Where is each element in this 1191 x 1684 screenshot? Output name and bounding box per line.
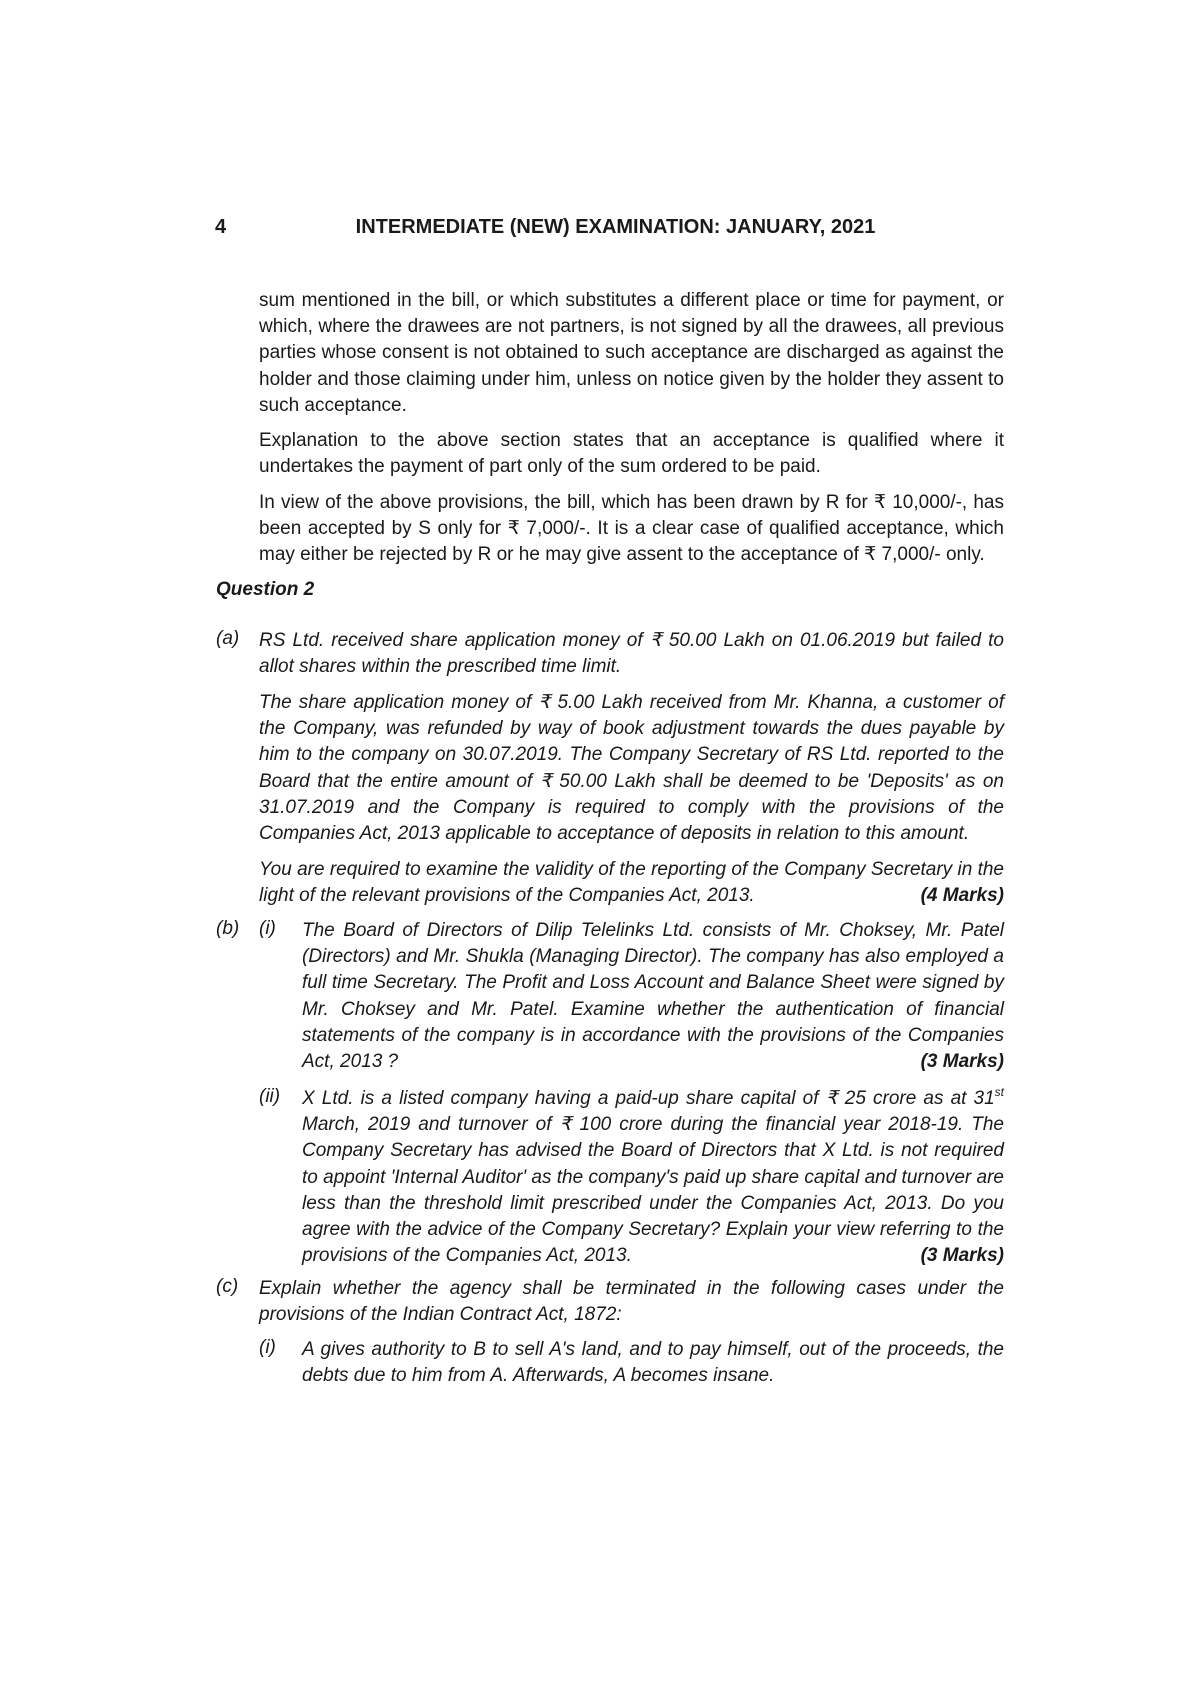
question-a-text: You are required to examine the validity of the reporting of the Company Secretary in the light of the relevant provisions of the Companies Act, 2013.: [259, 859, 1004, 907]
question-b-ii-text: [302, 1086, 1004, 1269]
question-c-i-text: A gives authority to B to sell A's land, and to pay himself, out of the proceeds, the debts due to him from A. Afterwards, A becomes insane.: [302, 1339, 1004, 1387]
question-c-i-label: (i): [259, 1337, 276, 1358]
ordinal-suffix: st: [994, 1085, 1004, 1099]
question-c-label: (c): [216, 1276, 239, 1297]
question-a-marks: (4 Marks): [920, 885, 1004, 907]
question-b-ii-body-end: March, 2019 and turnover of ₹ 100 crore during the financial year 2018-19. The Company Secretary has advised the Board of Directors that X Ltd. is not required to appoint 'Internal Auditor' as the company's paid up share capital and turnover are less than the threshold limit prescribed under the Companies Act, 2013. Do you agree with the advice of the Company Secretary? Explain your view referring to the provisions of the Companies Act, 2013.: [302, 1114, 1004, 1267]
answer-paragraph-2: Explanation to the above section states that an acceptance is qualified where it undertakes the payment of part only of the sum ordered to be paid.: [259, 430, 1004, 478]
question-b-ii-marks: (3 Marks): [920, 1245, 1004, 1267]
question-a-paragraph-1: RS Ltd. received share application money of ₹ 50.00 Lakh on 01.06.2019 but failed to allot shares within the prescribed time limit.: [259, 630, 1004, 678]
question-b-i-text: [302, 918, 1004, 1075]
answer-paragraph-3: In view of the above provisions, the bill, which has been drawn by R for ₹ 10,000/-, has been accepted by S only for ₹ 7,000/-. It is a clear case of qualified acceptance, which may either be rejected by R or he may give assent to the acceptance of ₹ 7,000/- only.: [259, 492, 1004, 566]
question-b-i-marks: (3 Marks): [920, 1051, 1004, 1073]
answer-paragraph-1: sum mentioned in the bill, or which substitutes a different place or time for payment, or which, where the drawees are not partners, is not signed by all the drawees, all previous parties whose consent is not obtained to such acceptance are discharged as against the holder and those claiming under him, unless on notice given by the holder they assent to such acceptance.: [259, 290, 1004, 416]
question-a-label: (a): [216, 628, 240, 649]
question-b-label: (b): [216, 918, 240, 939]
question-c-text: Explain whether the agency shall be terminated in the following cases under the provisions of the Indian Contract Act, 1872:: [259, 1278, 1004, 1326]
question-a-paragraph-3: [259, 857, 1004, 909]
page-number: 4: [215, 216, 227, 238]
question-b-ii-label: (ii): [259, 1086, 281, 1107]
question-b-i-body: The Board of Directors of Dilip Telelinks Ltd. consists of Mr. Choksey, Mr. Patel (Directors) and Mr. Shukla (Managing Director). The company has also employed a full time Secretary. The Profit and Loss Account and Balance Sheet were signed by Mr. Choksey and Mr. Patel. Examine whether the authentication of financial statements of the company is in accordance with the provisions of the Companies Act, 2013 ?: [302, 920, 1004, 1073]
page-header-title: INTERMEDIATE (NEW) EXAMINATION: JANUARY, 2021: [355, 216, 876, 238]
question-b-i-label: (i): [259, 918, 276, 939]
question-heading: Question 2: [216, 579, 315, 600]
question-a-paragraph-2: The share application money of ₹ 5.00 Lakh received from Mr. Khanna, a customer of the Company, was refunded by way of book adjustment towards the dues payable by him to the company on 30.07.2019. The Company Secretary of RS Ltd. reported to the Board that the entire amount of ₹ 50.00 Lakh shall be deemed to be 'Deposits' as on 31.07.2019 and the Company is required to comply with the provisions of the Companies Act, 2013 applicable to acceptance of deposits in relation to this amount.: [259, 692, 1004, 845]
question-b-ii-body-start: X Ltd. is a listed company having a paid-up share capital of ₹ 25 crore as at 31: [302, 1088, 995, 1109]
